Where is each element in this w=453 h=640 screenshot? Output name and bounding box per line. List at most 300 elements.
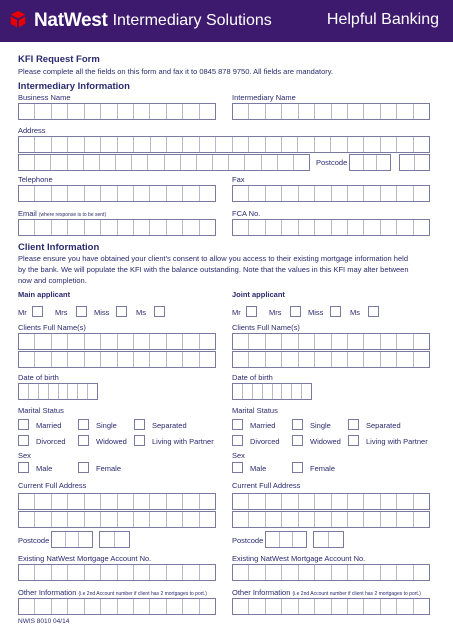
input-cell[interactable]: [348, 186, 364, 201]
input-cell[interactable]: [263, 384, 273, 399]
input-cell[interactable]: [397, 599, 413, 614]
input-cell[interactable]: [150, 565, 166, 580]
input-cell[interactable]: [85, 512, 101, 527]
input-cell[interactable]: [118, 186, 134, 201]
input-cell[interactable]: [52, 352, 68, 367]
input-cell[interactable]: [332, 334, 348, 349]
input-cell[interactable]: [332, 494, 348, 509]
joint-applicant-divorced-checkbox[interactable]: [232, 435, 243, 446]
input-cell[interactable]: [101, 565, 117, 580]
input-cell[interactable]: [266, 352, 282, 367]
main-applicant-full-name-field-2[interactable]: [18, 351, 216, 368]
input-cell[interactable]: [134, 186, 150, 201]
input-cell[interactable]: [397, 494, 413, 509]
input-cell[interactable]: [266, 512, 282, 527]
input-cell[interactable]: [397, 352, 413, 367]
input-cell[interactable]: [19, 104, 35, 119]
input-cell[interactable]: [249, 137, 265, 152]
input-cell[interactable]: [35, 186, 51, 201]
input-cell[interactable]: [282, 494, 298, 509]
input-cell[interactable]: [35, 565, 51, 580]
input-cell[interactable]: [68, 494, 84, 509]
main-applicant-title-checkbox-2[interactable]: [116, 306, 127, 317]
input-cell[interactable]: [134, 352, 150, 367]
input-cell[interactable]: [266, 565, 282, 580]
main-applicant-address-field-1[interactable]: [18, 493, 216, 510]
input-cell[interactable]: [183, 494, 199, 509]
input-cell[interactable]: [397, 220, 413, 235]
input-cell[interactable]: [35, 104, 51, 119]
input-cell[interactable]: [315, 512, 331, 527]
input-cell[interactable]: [233, 220, 249, 235]
input-cell[interactable]: [51, 155, 67, 170]
input-cell[interactable]: [167, 104, 183, 119]
input-cell[interactable]: [118, 494, 134, 509]
input-cell[interactable]: [331, 137, 347, 152]
input-cell[interactable]: [262, 155, 278, 170]
input-cell[interactable]: [35, 599, 51, 614]
main-applicant-address-field-2[interactable]: [18, 511, 216, 528]
input-cell[interactable]: [35, 220, 51, 235]
input-cell[interactable]: [350, 155, 364, 170]
input-cell[interactable]: [273, 384, 283, 399]
input-cell[interactable]: [364, 104, 380, 119]
joint-applicant-single-checkbox[interactable]: [292, 419, 303, 430]
input-cell[interactable]: [233, 334, 249, 349]
input-cell[interactable]: [200, 104, 215, 119]
input-cell[interactable]: [39, 384, 49, 399]
input-cell[interactable]: [315, 352, 331, 367]
input-cell[interactable]: [381, 352, 397, 367]
input-cell[interactable]: [118, 352, 134, 367]
input-cell[interactable]: [151, 137, 167, 152]
input-cell[interactable]: [68, 512, 84, 527]
input-cell[interactable]: [243, 384, 253, 399]
input-cell[interactable]: [332, 186, 348, 201]
input-cell[interactable]: [35, 155, 51, 170]
input-cell[interactable]: [200, 137, 216, 152]
input-cell[interactable]: [299, 494, 315, 509]
joint-applicant-title-checkbox-3[interactable]: [368, 306, 379, 317]
input-cell[interactable]: [216, 137, 232, 152]
input-cell[interactable]: [150, 599, 166, 614]
joint-applicant-widowed-checkbox[interactable]: [292, 435, 303, 446]
input-cell[interactable]: [364, 565, 380, 580]
input-cell[interactable]: [282, 565, 298, 580]
postcode-field-1[interactable]: [349, 154, 391, 171]
input-cell[interactable]: [200, 512, 215, 527]
input-cell[interactable]: [200, 565, 215, 580]
input-cell[interactable]: [299, 334, 315, 349]
joint-applicant-other-field[interactable]: [232, 598, 430, 615]
input-cell[interactable]: [134, 599, 150, 614]
input-cell[interactable]: [249, 565, 265, 580]
input-cell[interactable]: [100, 155, 116, 170]
input-cell[interactable]: [183, 137, 199, 152]
input-cell[interactable]: [68, 220, 84, 235]
input-cell[interactable]: [364, 155, 378, 170]
input-cell[interactable]: [282, 512, 298, 527]
input-cell[interactable]: [19, 334, 35, 349]
input-cell[interactable]: [19, 186, 35, 201]
input-cell[interactable]: [302, 384, 311, 399]
input-cell[interactable]: [266, 137, 282, 152]
input-cell[interactable]: [19, 220, 35, 235]
input-cell[interactable]: [348, 334, 364, 349]
input-cell[interactable]: [183, 512, 199, 527]
input-cell[interactable]: [397, 512, 413, 527]
input-cell[interactable]: [299, 512, 315, 527]
input-cell[interactable]: [148, 155, 164, 170]
input-cell[interactable]: [299, 599, 315, 614]
input-cell[interactable]: [183, 599, 199, 614]
joint-applicant-living-checkbox[interactable]: [348, 435, 359, 446]
input-cell[interactable]: [381, 334, 397, 349]
input-cell[interactable]: [52, 512, 68, 527]
joint-applicant-title-checkbox-0[interactable]: [246, 306, 257, 317]
input-cell[interactable]: [181, 155, 197, 170]
input-cell[interactable]: [381, 565, 397, 580]
input-cell[interactable]: [68, 104, 84, 119]
input-cell[interactable]: [364, 494, 380, 509]
input-cell[interactable]: [364, 512, 380, 527]
input-cell[interactable]: [19, 512, 35, 527]
input-cell[interactable]: [381, 137, 397, 152]
input-cell[interactable]: [315, 104, 331, 119]
input-cell[interactable]: [397, 565, 413, 580]
input-cell[interactable]: [245, 155, 261, 170]
input-cell[interactable]: [132, 155, 148, 170]
input-cell[interactable]: [381, 512, 397, 527]
joint-applicant-address-field-2[interactable]: [232, 511, 430, 528]
input-cell[interactable]: [101, 334, 117, 349]
input-cell[interactable]: [52, 104, 68, 119]
input-cell[interactable]: [52, 532, 66, 547]
input-cell[interactable]: [85, 220, 101, 235]
input-cell[interactable]: [118, 599, 134, 614]
input-cell[interactable]: [118, 565, 134, 580]
input-cell[interactable]: [364, 137, 380, 152]
fca-field[interactable]: [232, 219, 430, 236]
input-cell[interactable]: [68, 137, 84, 152]
input-cell[interactable]: [35, 512, 51, 527]
joint-applicant-title-checkbox-2[interactable]: [330, 306, 341, 317]
input-cell[interactable]: [315, 137, 331, 152]
input-cell[interactable]: [348, 220, 364, 235]
input-cell[interactable]: [415, 155, 429, 170]
input-cell[interactable]: [167, 512, 183, 527]
input-cell[interactable]: [68, 384, 78, 399]
input-cell[interactable]: [314, 532, 329, 547]
input-cell[interactable]: [397, 104, 413, 119]
input-cell[interactable]: [364, 186, 380, 201]
input-cell[interactable]: [233, 512, 249, 527]
input-cell[interactable]: [68, 186, 84, 201]
input-cell[interactable]: [52, 565, 68, 580]
input-cell[interactable]: [332, 565, 348, 580]
input-cell[interactable]: [332, 220, 348, 235]
main-applicant-separated-checkbox[interactable]: [134, 419, 145, 430]
input-cell[interactable]: [278, 155, 294, 170]
joint-applicant-separated-checkbox[interactable]: [348, 419, 359, 430]
input-cell[interactable]: [85, 104, 101, 119]
input-cell[interactable]: [134, 512, 150, 527]
input-cell[interactable]: [397, 186, 413, 201]
input-cell[interactable]: [101, 599, 117, 614]
input-cell[interactable]: [381, 104, 397, 119]
input-cell[interactable]: [150, 352, 166, 367]
input-cell[interactable]: [19, 352, 35, 367]
input-cell[interactable]: [414, 186, 429, 201]
input-cell[interactable]: [233, 104, 249, 119]
input-cell[interactable]: [282, 599, 298, 614]
input-cell[interactable]: [266, 186, 282, 201]
input-cell[interactable]: [118, 220, 134, 235]
input-cell[interactable]: [348, 494, 364, 509]
input-cell[interactable]: [381, 494, 397, 509]
input-cell[interactable]: [282, 352, 298, 367]
input-cell[interactable]: [85, 494, 101, 509]
main-applicant-postcode-field-2[interactable]: [99, 531, 130, 548]
input-cell[interactable]: [118, 334, 134, 349]
input-cell[interactable]: [200, 352, 215, 367]
input-cell[interactable]: [364, 352, 380, 367]
input-cell[interactable]: [280, 532, 294, 547]
input-cell[interactable]: [397, 137, 413, 152]
input-cell[interactable]: [101, 512, 117, 527]
main-applicant-male-checkbox[interactable]: [18, 462, 29, 473]
input-cell[interactable]: [266, 220, 282, 235]
input-cell[interactable]: [233, 186, 249, 201]
input-cell[interactable]: [101, 104, 117, 119]
input-cell[interactable]: [183, 220, 199, 235]
input-cell[interactable]: [364, 220, 380, 235]
input-cell[interactable]: [134, 220, 150, 235]
input-cell[interactable]: [101, 186, 117, 201]
input-cell[interactable]: [167, 599, 183, 614]
input-cell[interactable]: [118, 512, 134, 527]
input-cell[interactable]: [292, 384, 302, 399]
input-cell[interactable]: [150, 104, 166, 119]
input-cell[interactable]: [134, 104, 150, 119]
input-cell[interactable]: [282, 104, 298, 119]
input-cell[interactable]: [100, 532, 115, 547]
main-applicant-married-checkbox[interactable]: [18, 419, 29, 430]
input-cell[interactable]: [298, 137, 314, 152]
input-cell[interactable]: [400, 155, 415, 170]
input-cell[interactable]: [35, 494, 51, 509]
input-cell[interactable]: [414, 512, 429, 527]
input-cell[interactable]: [414, 565, 429, 580]
input-cell[interactable]: [266, 104, 282, 119]
address-line-1[interactable]: [18, 136, 430, 153]
input-cell[interactable]: [68, 565, 84, 580]
input-cell[interactable]: [293, 532, 306, 547]
input-cell[interactable]: [134, 137, 150, 152]
joint-applicant-male-checkbox[interactable]: [232, 462, 243, 473]
input-cell[interactable]: [315, 599, 331, 614]
input-cell[interactable]: [115, 532, 129, 547]
input-cell[interactable]: [79, 532, 92, 547]
intermediary-name-field[interactable]: [232, 103, 430, 120]
joint-applicant-title-checkbox-1[interactable]: [290, 306, 301, 317]
input-cell[interactable]: [348, 352, 364, 367]
input-cell[interactable]: [332, 599, 348, 614]
input-cell[interactable]: [200, 599, 215, 614]
input-cell[interactable]: [68, 334, 84, 349]
input-cell[interactable]: [183, 104, 199, 119]
joint-applicant-postcode-field-1[interactable]: [265, 531, 307, 548]
input-cell[interactable]: [59, 384, 69, 399]
input-cell[interactable]: [150, 494, 166, 509]
input-cell[interactable]: [19, 384, 29, 399]
input-cell[interactable]: [249, 220, 265, 235]
joint-applicant-dob-field[interactable]: [232, 383, 312, 400]
input-cell[interactable]: [332, 352, 348, 367]
input-cell[interactable]: [85, 186, 101, 201]
input-cell[interactable]: [266, 599, 282, 614]
input-cell[interactable]: [116, 155, 132, 170]
input-cell[interactable]: [315, 186, 331, 201]
input-cell[interactable]: [167, 334, 183, 349]
input-cell[interactable]: [266, 494, 282, 509]
input-cell[interactable]: [167, 565, 183, 580]
joint-applicant-full-name-field-1[interactable]: [232, 333, 430, 350]
joint-applicant-female-checkbox[interactable]: [292, 462, 303, 473]
input-cell[interactable]: [249, 494, 265, 509]
input-cell[interactable]: [200, 334, 215, 349]
input-cell[interactable]: [213, 155, 229, 170]
input-cell[interactable]: [101, 137, 117, 152]
input-cell[interactable]: [150, 220, 166, 235]
input-cell[interactable]: [183, 334, 199, 349]
input-cell[interactable]: [66, 532, 80, 547]
input-cell[interactable]: [414, 334, 429, 349]
input-cell[interactable]: [233, 137, 249, 152]
joint-applicant-account-field[interactable]: [232, 564, 430, 581]
input-cell[interactable]: [233, 384, 243, 399]
input-cell[interactable]: [249, 352, 265, 367]
input-cell[interactable]: [266, 334, 282, 349]
input-cell[interactable]: [364, 334, 380, 349]
main-applicant-title-checkbox-1[interactable]: [76, 306, 87, 317]
input-cell[interactable]: [315, 334, 331, 349]
input-cell[interactable]: [233, 599, 249, 614]
input-cell[interactable]: [364, 599, 380, 614]
input-cell[interactable]: [150, 186, 166, 201]
input-cell[interactable]: [299, 186, 315, 201]
input-cell[interactable]: [29, 384, 39, 399]
input-cell[interactable]: [68, 155, 84, 170]
input-cell[interactable]: [118, 137, 134, 152]
input-cell[interactable]: [414, 494, 429, 509]
input-cell[interactable]: [315, 494, 331, 509]
main-applicant-full-name-field-1[interactable]: [18, 333, 216, 350]
input-cell[interactable]: [249, 186, 265, 201]
telephone-field[interactable]: [18, 185, 216, 202]
input-cell[interactable]: [329, 532, 343, 547]
input-cell[interactable]: [134, 334, 150, 349]
input-cell[interactable]: [377, 155, 390, 170]
input-cell[interactable]: [348, 599, 364, 614]
business-name-field[interactable]: [18, 103, 216, 120]
input-cell[interactable]: [85, 352, 101, 367]
address-line-2[interactable]: [18, 154, 310, 171]
input-cell[interactable]: [52, 599, 68, 614]
input-cell[interactable]: [348, 137, 364, 152]
input-cell[interactable]: [229, 155, 245, 170]
input-cell[interactable]: [52, 137, 68, 152]
input-cell[interactable]: [332, 512, 348, 527]
fax-field[interactable]: [232, 185, 430, 202]
main-applicant-widowed-checkbox[interactable]: [78, 435, 89, 446]
input-cell[interactable]: [183, 186, 199, 201]
input-cell[interactable]: [49, 384, 59, 399]
input-cell[interactable]: [233, 565, 249, 580]
input-cell[interactable]: [197, 155, 213, 170]
input-cell[interactable]: [134, 494, 150, 509]
input-cell[interactable]: [266, 532, 280, 547]
input-cell[interactable]: [85, 599, 101, 614]
input-cell[interactable]: [84, 155, 100, 170]
input-cell[interactable]: [200, 186, 215, 201]
main-applicant-living-checkbox[interactable]: [134, 435, 145, 446]
input-cell[interactable]: [299, 220, 315, 235]
input-cell[interactable]: [19, 599, 35, 614]
input-cell[interactable]: [167, 137, 183, 152]
joint-applicant-married-checkbox[interactable]: [232, 419, 243, 430]
input-cell[interactable]: [299, 352, 315, 367]
main-applicant-other-field[interactable]: [18, 598, 216, 615]
input-cell[interactable]: [118, 104, 134, 119]
input-cell[interactable]: [52, 220, 68, 235]
input-cell[interactable]: [19, 137, 35, 152]
input-cell[interactable]: [165, 155, 181, 170]
input-cell[interactable]: [414, 220, 429, 235]
input-cell[interactable]: [233, 494, 249, 509]
input-cell[interactable]: [282, 137, 298, 152]
input-cell[interactable]: [150, 334, 166, 349]
input-cell[interactable]: [200, 220, 215, 235]
input-cell[interactable]: [85, 334, 101, 349]
joint-applicant-full-name-field-2[interactable]: [232, 351, 430, 368]
input-cell[interactable]: [414, 599, 429, 614]
main-applicant-female-checkbox[interactable]: [78, 462, 89, 473]
input-cell[interactable]: [167, 186, 183, 201]
input-cell[interactable]: [253, 384, 263, 399]
email-field[interactable]: [18, 219, 216, 236]
input-cell[interactable]: [282, 186, 298, 201]
input-cell[interactable]: [183, 565, 199, 580]
input-cell[interactable]: [348, 104, 364, 119]
input-cell[interactable]: [200, 494, 215, 509]
input-cell[interactable]: [299, 565, 315, 580]
input-cell[interactable]: [381, 220, 397, 235]
input-cell[interactable]: [381, 186, 397, 201]
input-cell[interactable]: [78, 384, 88, 399]
input-cell[interactable]: [88, 384, 97, 399]
input-cell[interactable]: [315, 565, 331, 580]
input-cell[interactable]: [85, 137, 101, 152]
main-applicant-single-checkbox[interactable]: [78, 419, 89, 430]
input-cell[interactable]: [167, 220, 183, 235]
input-cell[interactable]: [167, 494, 183, 509]
input-cell[interactable]: [381, 599, 397, 614]
main-applicant-postcode-field-1[interactable]: [51, 531, 93, 548]
input-cell[interactable]: [249, 104, 265, 119]
main-applicant-divorced-checkbox[interactable]: [18, 435, 29, 446]
input-cell[interactable]: [249, 512, 265, 527]
